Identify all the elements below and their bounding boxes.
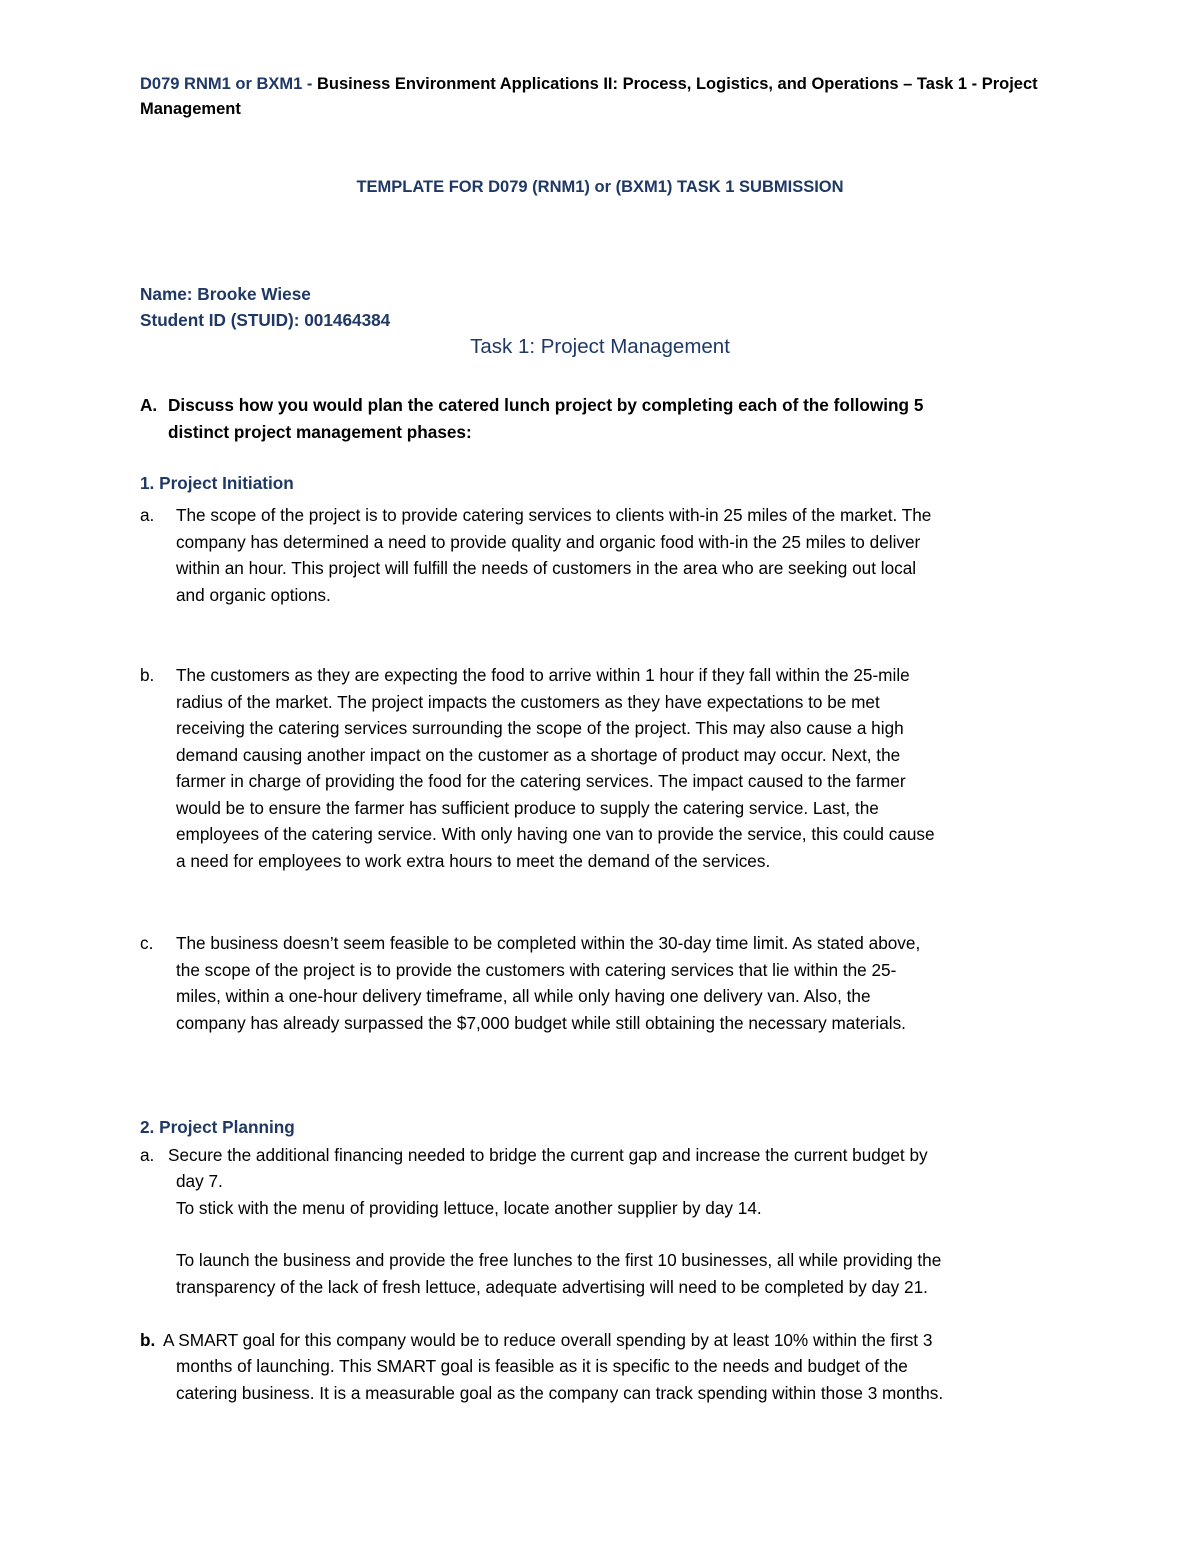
paragraph-line: The customers as they are expecting the food to arrive within 1 hour if they fall within the 25-mile: [176, 665, 910, 685]
paragraph-line: miles, within a one-hour delivery timeframe, all while only having one delivery van. Also, the: [176, 986, 871, 1006]
task-heading: Task 1: Project Management: [470, 335, 730, 358]
paragraph-line: within an hour. This project will fulfill the needs of customers in the area who are seeking out local: [176, 558, 917, 578]
prompt-line: Discuss how you would plan the catered lunch project by completing each of the following 5: [168, 395, 924, 415]
template-title: TEMPLATE FOR D079 (RNM1) or (BXM1) TASK 1 SUBMISSION: [356, 178, 844, 196]
paragraph-line: To stick with the menu of providing lettuce, locate another supplier by day 14.: [176, 1197, 762, 1218]
prompt-text: [168, 392, 923, 445]
paragraph-line: would be to ensure the farmer has sufficient produce to supply the catering service. Last, the: [176, 797, 879, 818]
paragraph-line: radius of the market. The project impacts the customers as they have expectations to be met: [176, 691, 880, 712]
paragraph-line: a need for employees to work extra hours to meet the demand of the services.: [176, 850, 771, 871]
section-heading-planning: 2. Project Planning: [140, 1117, 295, 1137]
paragraph-line: farmer in charge of providing the food for the catering services. The impact caused to the farmer: [176, 771, 906, 791]
planning-advertising-paragraph: [176, 1247, 941, 1300]
paragraph-line: day 7.: [176, 1171, 223, 1191]
initiation-scope-paragraph: [176, 502, 931, 608]
item-marker: a.: [140, 505, 155, 525]
paragraph-line: transparency of the lack of fresh lettuce, adequate advertising will need to be completed by day 21.: [176, 1276, 928, 1297]
prompt-line: distinct project management phases:: [168, 421, 472, 442]
paragraph-line: receiving the catering services surrounding the scope of the project. This may also cause a high: [176, 718, 904, 738]
section-heading-initiation: 1. Project Initiation: [140, 473, 294, 493]
planning-objectives-paragraph: [176, 1168, 762, 1221]
item-marker: b.: [140, 665, 155, 685]
course-header-line1: [140, 72, 1038, 97]
planning-objectives-first-line: Secure the additional financing needed to bridge the current gap and increase the current budget by: [168, 1145, 928, 1165]
planning-smart-first-line: A SMART goal for this company would be to reduce overall spending by at least 10% within the first 3: [163, 1330, 933, 1350]
course-header-line2: Management: [140, 100, 241, 118]
paragraph-line: the scope of the project is to provide the customers with catering services that lie within the 25-: [176, 959, 897, 980]
paragraph-line: demand causing another impact on the customer as a shortage of product may occur. Next, the: [176, 744, 901, 765]
paragraph-line: The scope of the project is to provide catering services to clients with-in 25 miles of the market. The: [176, 505, 932, 525]
course-code: D079 RNM1 or BXM1 -: [140, 75, 317, 93]
paragraph-line: To launch the business and provide the free lunches to the first 10 businesses, all while providing the: [176, 1250, 942, 1270]
paragraph-line: catering business. It is a measurable goal as the company can track spending within those 3 months.: [176, 1382, 944, 1403]
paragraph-line: company has determined a need to provide quality and organic food with-in the 25 miles to deliver: [176, 531, 921, 552]
student-name: Name: Brooke Wiese: [140, 284, 311, 304]
student-id: Student ID (STUID): 001464384: [140, 310, 391, 330]
planning-smart-paragraph: [176, 1353, 943, 1406]
paragraph-line: months of launching. This SMART goal is feasible as it is specific to the needs and budget of the: [176, 1356, 908, 1376]
paragraph-line: and organic options.: [176, 584, 331, 605]
item-marker: c.: [140, 933, 154, 953]
paragraph-line: company has already surpassed the $7,000 budget while still obtaining the necessary materials.: [176, 1012, 906, 1033]
initiation-feasibility-paragraph: [176, 930, 920, 1036]
item-marker: a.: [140, 1145, 155, 1165]
paragraph-line: employees of the catering service. With only having one van to provide the service, this could cause: [176, 824, 935, 844]
prompt-marker: A.: [140, 395, 158, 415]
paragraph-line: The business doesn’t seem feasible to be completed within the 30-day time limit. As stated above,: [176, 933, 921, 953]
item-marker: b.: [140, 1330, 156, 1350]
initiation-stakeholders-paragraph: [176, 662, 935, 874]
course-title: Business Environment Applications II: Process, Logistics, and Operations – Task 1 - Project: [316, 75, 1038, 93]
